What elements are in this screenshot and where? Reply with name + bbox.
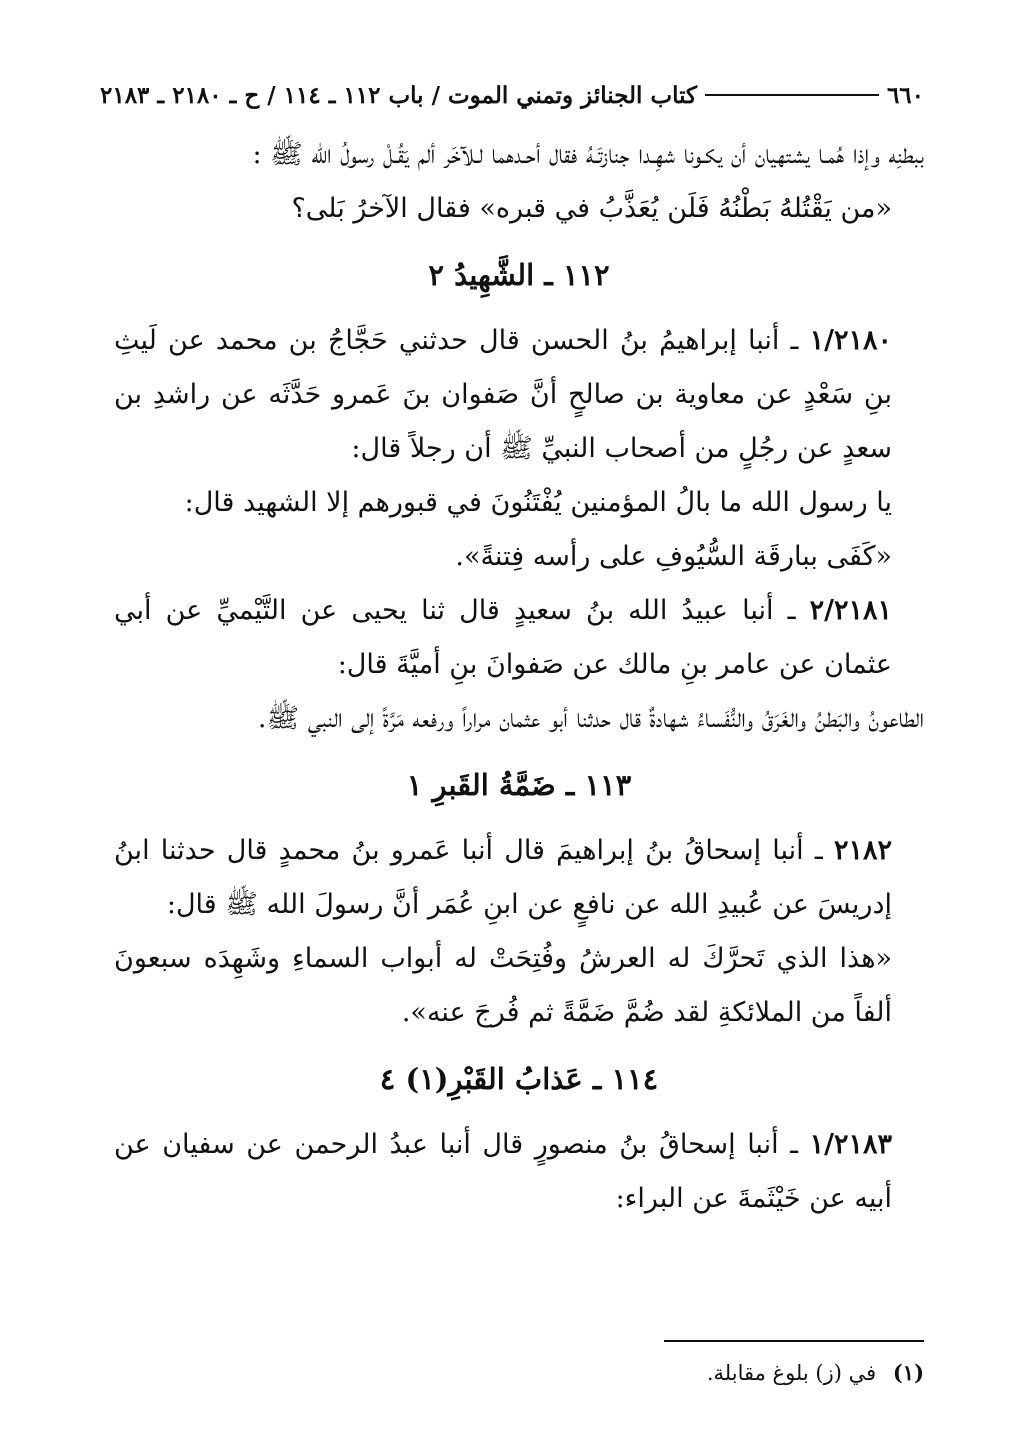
hadith-text: ـ أنبا عبيدُ الله بنُ سعيدٍ قال ثنا يحيى عن التَّيْميِّ عن أبي عثمان عن عامر بنِ مالك عن صَفوانَ بنِ أميَّةَ قال: <box>114 595 892 680</box>
header-rule <box>705 94 879 96</box>
chapter-heading: ١١٣ ـ ضَمَّةُ القَبرِ ١ <box>406 768 632 802</box>
hadith-text: ـ أنبا إسحاقُ بنُ منصورٍ قال أنبا عبدُ الرحمن عن سفيان عن أبيه عن خَيْثَمةَ عن البراء: <box>114 1129 892 1214</box>
chapter-heading: ١١٢ ـ الشَّهِيدُ ٢ <box>428 258 610 292</box>
quote-paragraph: «هذا الذي تَحرَّكَ له العرشُ وفُتِحَتْ له أبواب السماءِ وشَهِدَه سبعونَ ألفاً من الملائكةِ لقد ضُمَّ ضَمَّةً ثم فُرجَ عنه». <box>114 943 892 1028</box>
hadith-paragraph <box>114 584 924 692</box>
hadith-paragraph <box>114 314 924 476</box>
quote-paragraph: يا رسول الله ما بالُ المؤمنين يُفْتَنُونَ في قبورهم إلا الشهيد قال: <box>184 487 892 518</box>
running-title: كتاب الجنائز وتمني الموت / باب ١١٢ ـ ١١٤ / ح ـ ٢١٨٠ ـ ٢١٨٣ <box>100 81 698 109</box>
hadith-number: ١/٢١٨٠ <box>809 325 892 356</box>
running-header <box>100 78 924 112</box>
footnote <box>114 1356 924 1390</box>
hadith-number: ١/٢١٨٣ <box>809 1129 892 1160</box>
page-body <box>114 128 924 1226</box>
hadith-paragraph <box>114 1118 924 1226</box>
paragraph: ببطنِه وإذا هُمـا يشتهيان أن يكـونا شهِـدا جنازتَـهُ فقال أحـدهما لـلآخَر ألم يَقُـلْ رسولُ الله ﷺ : <box>252 139 924 170</box>
paragraph: الطاعونُ والبَطنُ والغَرَقُ والنُّفَساءُ شهادةٌ قال حدثنا أبو عثمان مراراً ورفعه مَرَّةً إلى النبي ﷺ. <box>257 703 924 734</box>
footnote-mark: (١) <box>892 1360 924 1385</box>
page-number: ٦٦٠ <box>886 81 924 109</box>
hadith-text: ـ أنبا إبراهيمُ بنُ الحسن قال حدثني حَجَّاجُ بن محمد عن لَيثِ بنِ سَعْدٍ عن معاوية بن صالحٍ أنَّ صَفوان بنَ عَمرو حَدَّثَه عن راشدِ بن سعدٍ عن رجُلٍ من أصحاب النبيِّ ﷺ أن رجلاً قال: <box>114 325 892 464</box>
footnote-text: في (ز) بلوغ مقابلة. <box>706 1361 877 1385</box>
hadith-paragraph <box>114 824 924 932</box>
quote-paragraph: «من يَقْتُلهُ بَطْنُهُ فَلَن يُعَذَّبُ في قبره» فقال الآخرُ بَلى؟ <box>291 193 892 224</box>
footnote-rule <box>664 1340 924 1342</box>
hadith-number: ٢١٨٢ <box>833 835 892 866</box>
hadith-text: ـ أنبا إسحاقُ بنُ إبراهيمَ قال أنبا عَمرو بنُ محمدٍ قال حدثنا ابنُ إدريسَ عن عُبيدِ الله عن نافعٍ عن ابنِ عُمَر أنَّ رسولَ الله ﷺ قال: <box>114 835 892 920</box>
quote-paragraph: «كَفَى ببارقَة السُّيُوفِ على رأسه فِتنةً». <box>455 541 892 572</box>
hadith-number: ٢/٢١٨١ <box>809 595 892 626</box>
chapter-heading: ١١٤ ـ عَذابُ القَبْرِ(١) ٤ <box>379 1062 659 1096</box>
